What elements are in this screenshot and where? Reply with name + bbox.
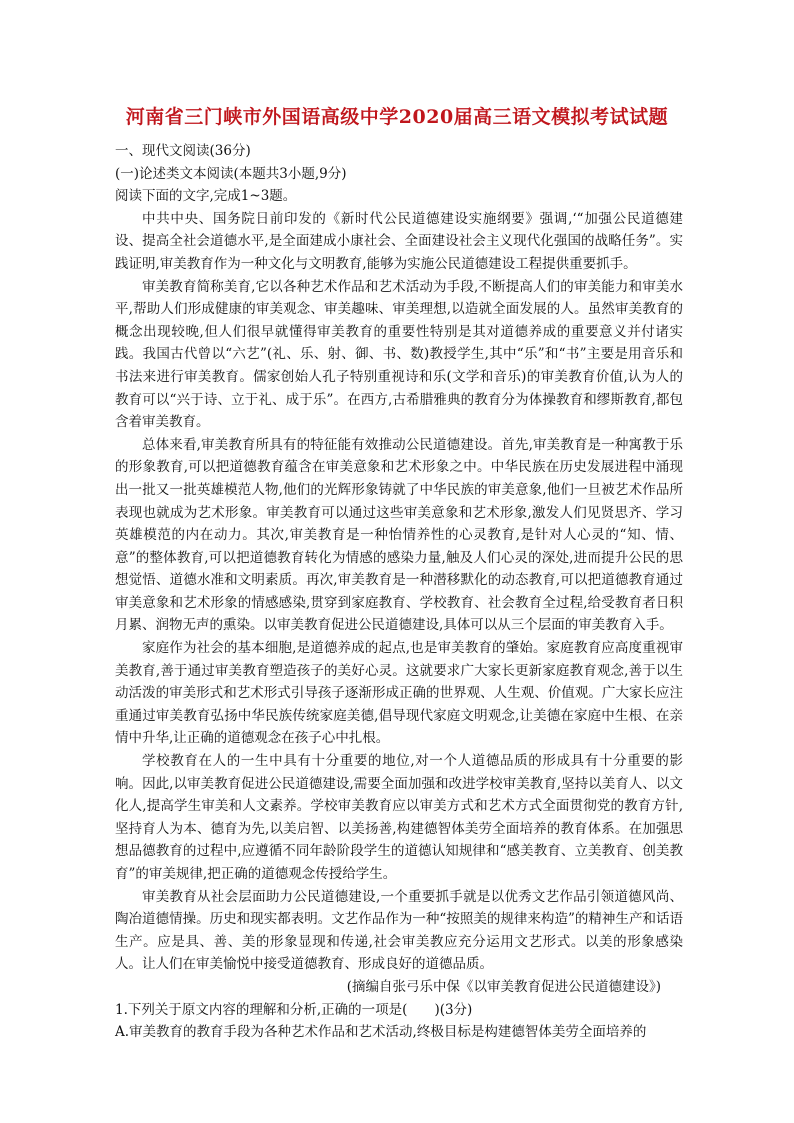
section-heading: 一、现代文阅读(36分) [115,143,251,159]
question-1-option-a: A.审美教育的教育手段为各种艺术作品和艺术活动,终极目标是构建德智体美劳全面培养的 [115,1024,647,1041]
exam-title: 河南省三门峡市外国语高级中学2020届高三语文模拟考试试题 [125,106,669,128]
passage-paragraph-3: 总体来看,审美教育所具有的特征能有效推动公民道德建设。首先,审美教育是一种寓教于乐的形象教育,可以把道德教育蕴含在审美意象和艺术形象之中。中华民族在历史发展进程中涌现出一批又一批英雄模范人物,他们的光辉形象铸就了中华民族的审美意象,他们一旦被艺术作品所表现也就成为艺术形象。审美教育可以通过这些审美意象和艺术形象,激发人们见贤思齐、学习英雄模范的内在动力。其次,审美教育是一种怡情养性的心灵教育,是针对人心灵的“知、情、意”的整体教育,可以把道德教育转化为情感的感染力量,触及人们心灵的深处,进而提升公民的思想觉悟、道德水准和文明素质。再次,审美教育是一种潜移默化的动态教育,可以把道德教育通过审美意象和艺术形象的情感感染,贯穿到家庭教育、学校教育、社会教育全过程,给受教育者日积月累、润物无声的熏染。以审美教育促进公民道德建设,具体可以从三个层面的审美教育入手。 [115,436,683,634]
passage-paragraph-5: 学校教育在人的一生中具有十分重要的地位,对一个人道德品质的形成具有十分重要的影响。因此,以审美教育促进公民道德建设,需要全面加强和改进学校审美教育,坚持以美育人、以文化人,提高学生审美和人文素养。学校审美教育应以审美方式和艺术方式全面贯彻党的教育方针,坚持育人为本、德育为先,以美启智、以美扬善,构建德智体美劳全面培养的教育体系。在加强思想品德教育的过程中,应遵循不同年龄阶段学生的道德认知规律和“感美教育、立美教育、创美教育”的审美规律,把正确的道德观念传授给学生。 [115,753,683,882]
passage-paragraph-2: 审美教育简称美育,它以各种艺术作品和艺术活动为手段,不断提高人们的审美能力和审美水平,帮助人们形成健康的审美观念、审美趣味、审美理想,以造就全面发展的人。虽然审美教育的概念出现较晚,但人们很早就懂得审美教育的重要性特别是其对道德养成的重要意义并付诸实践。我国古代曾以“六艺”(礼、乐、射、御、书、数)教授学生,其中“乐”和“书”主要是用音乐和书法来进行审美教育。儒家创始人孔子特别重视诗和乐(文学和音乐)的审美教育价值,认为人的教育可以“兴于诗、立于礼、成于乐”。在西方,古希腊雅典的教育分为体操教育和缪斯教育,都包含着审美教育。 [115,278,683,431]
reading-instruction: 阅读下面的文字,完成1~3题。 [115,188,297,205]
document-body [115,140,683,1044]
question-1-stem: 1.下列关于原文内容的理解和分析,正确的一项是( )(3分) [115,1001,473,1018]
passage-paragraph-6: 审美教育从社会层面助力公民道德建设,一个重要抓手就是以优秀文艺作品引领道德风尚、陶冶道德情操。历史和现实都表明。文艺作品作为一种“按照美的规律来构造”的精神生产和话语生产。应是具、善、美的形象显现和传递,社会审美教应充分运用文艺形式。以美的形象感染人。让人们在审美愉悦中接受道德教育、形成良好的道德品质。 [115,888,683,973]
passage-paragraph-1: 中共中央、国务院日前印发的《新时代公民道德建设实施纲要》强调,‘“加强公民道德建设、提高全社会道德水平,是全面建成小康社会、全面建设社会主义现代化强国的战略任务”。实践证明,审美教育作为一种文化与文明教育,能够为实施公民道德建设工程提供重要抓手。 [115,210,683,272]
passage-source: (摘编自张弓乐中保《以审美教育促进公民道德建设》) [346,978,661,995]
passage-paragraph-4: 家庭作为社会的基本细胞,是道德养成的起点,也是审美教育的肇始。家庭教育应高度重视审美教育,善于通过审美教育塑造孩子的美好心灵。这就要求广大家长更新家庭教育观念,善于以生动活泼的审美形式和艺术形式引导孩子逐渐形成正确的世界观、人生观、价值观。广大家长应注重通过审美教育弘扬中华民族传统家庭美德,倡导现代家庭文明观念,让美德在家庭中生根、在亲情中升华,让正确的道德观念在孩子心中扎根。 [115,640,683,747]
subsection-heading: (一)论述类文本阅读(本题共3小题,9分) [115,165,347,182]
